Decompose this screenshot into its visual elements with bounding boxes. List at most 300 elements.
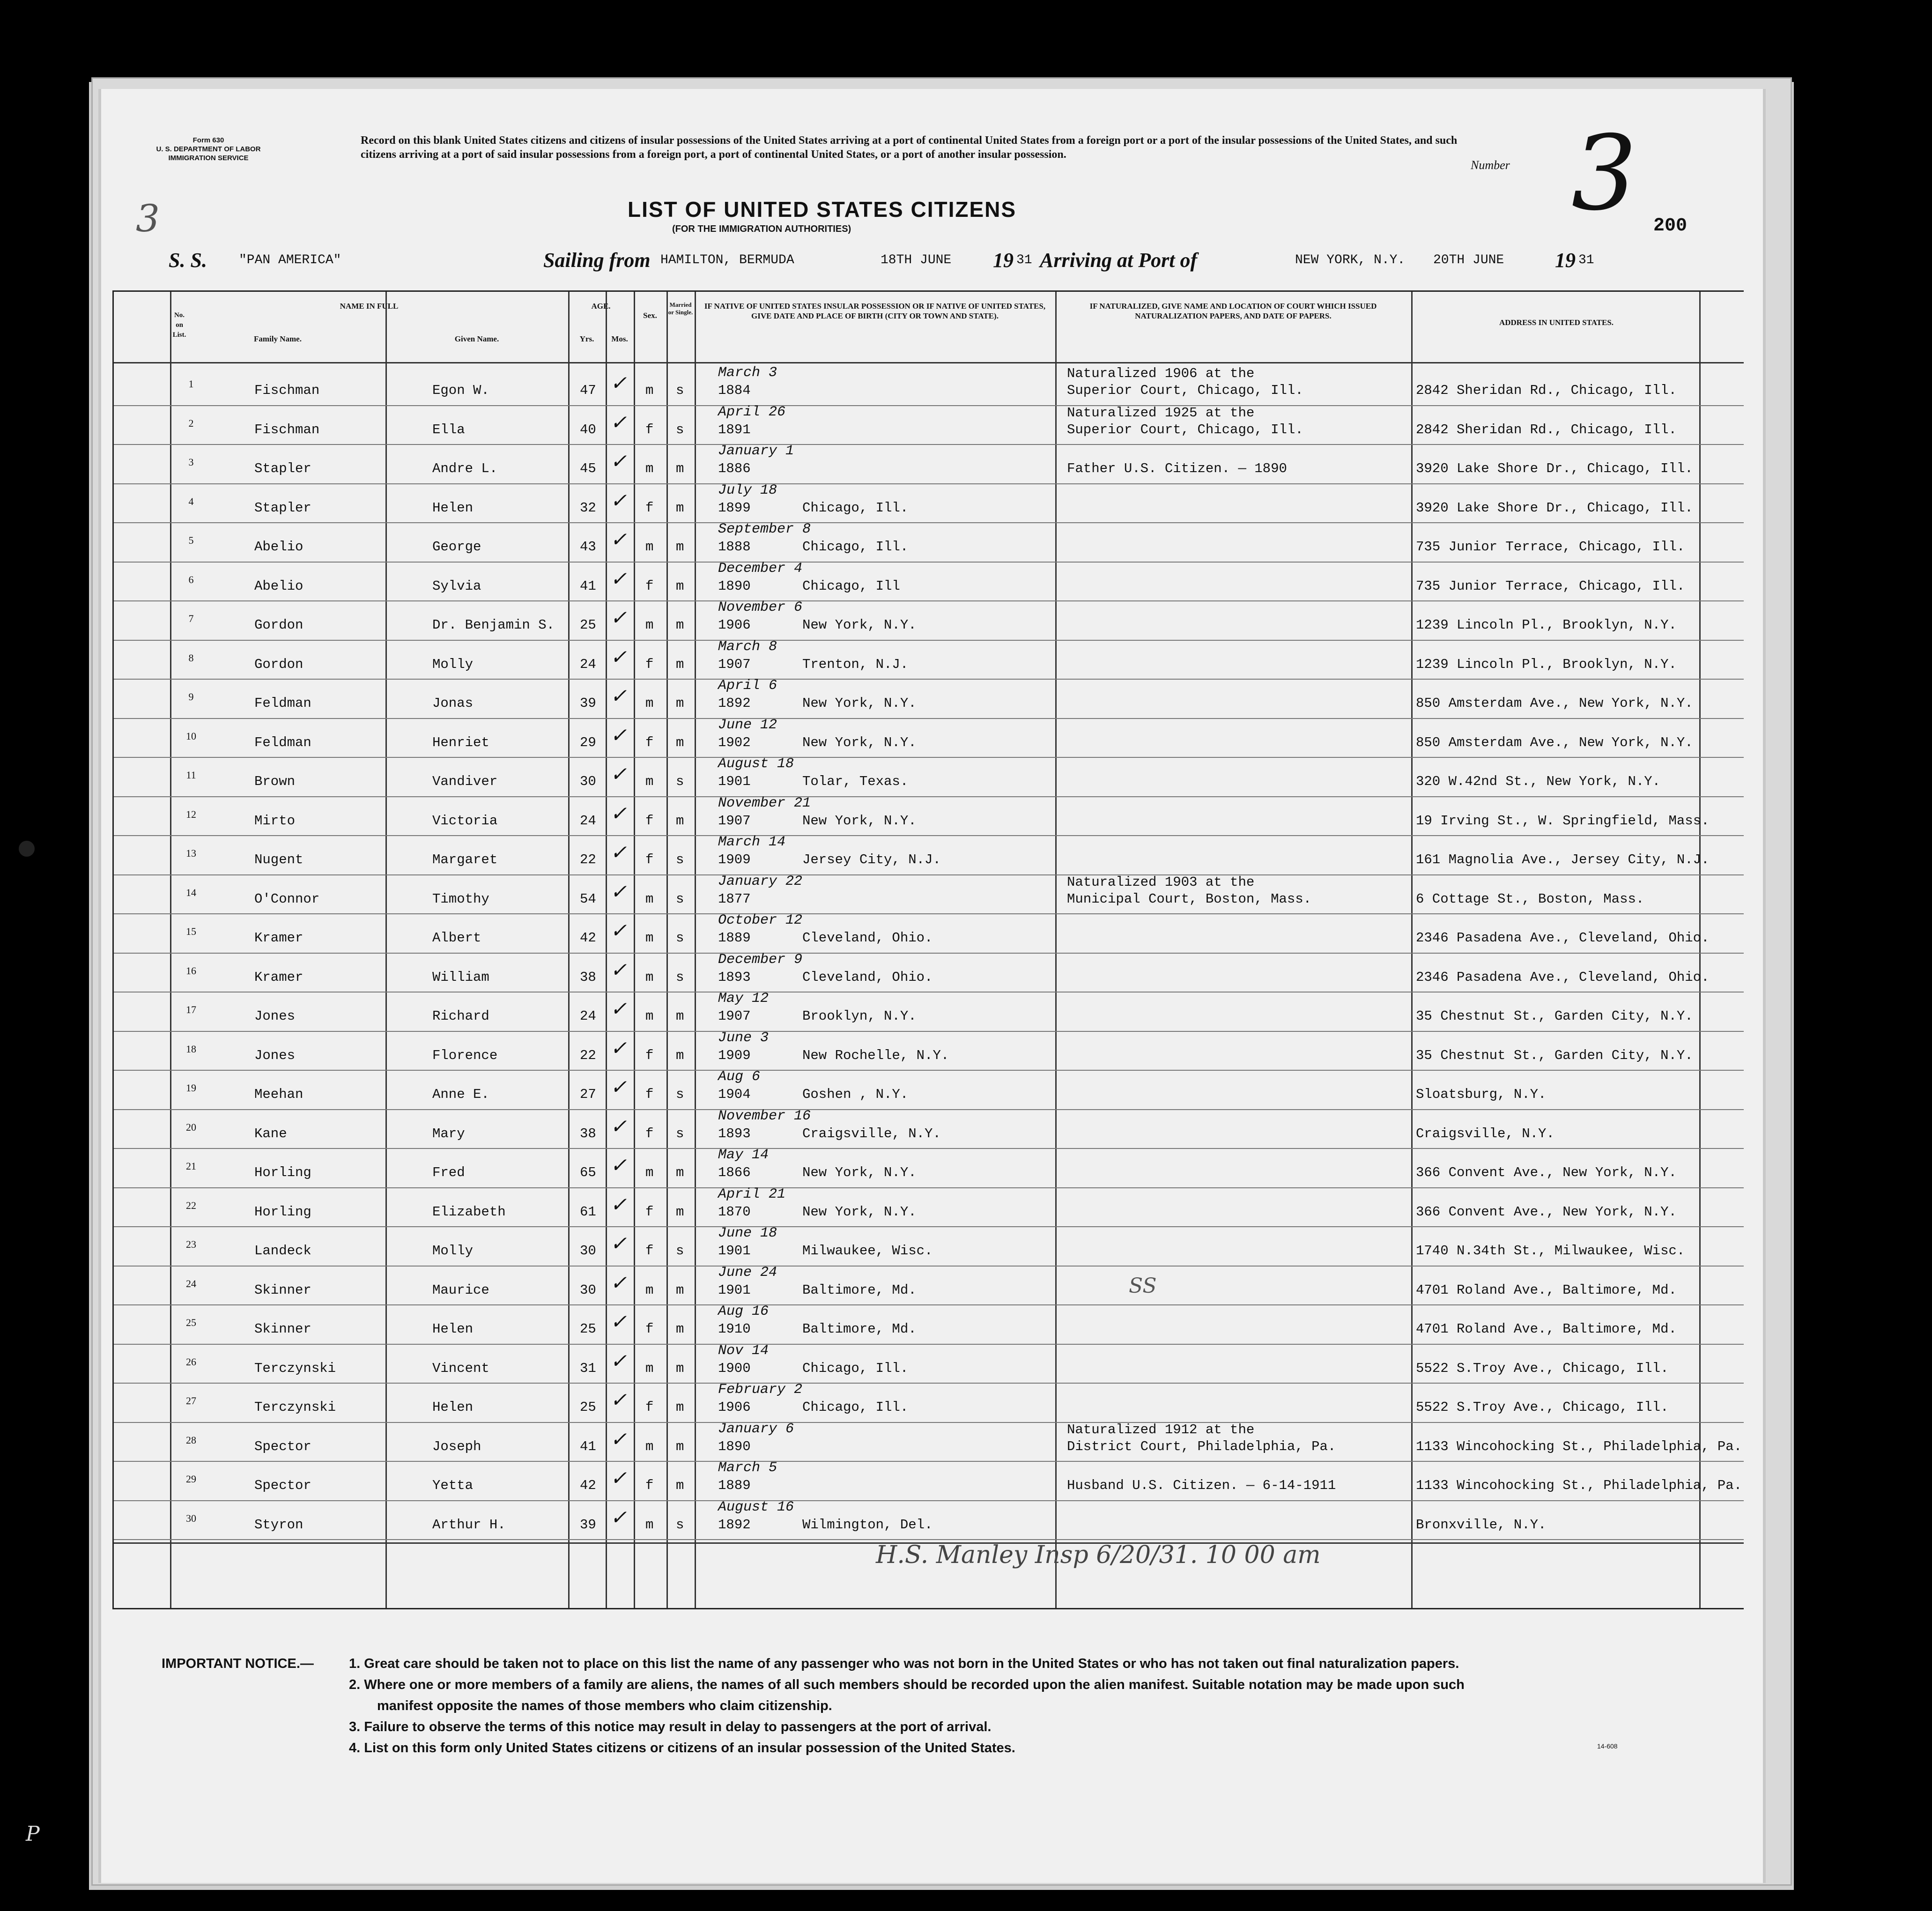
- age-years: 41: [580, 1438, 596, 1454]
- given-name: Helen: [432, 1321, 474, 1337]
- us-address: 2842 Sheridan Rd., Chicago, Ill.: [1416, 422, 1677, 437]
- check-mark: ✓: [610, 725, 627, 748]
- family-name: Terczynski: [254, 1400, 336, 1415]
- birth-date: November 6: [718, 600, 803, 615]
- notice-item-3: 3. Failure to observe the terms of this notice may result in delay to passengers at the port of arrival.: [349, 1719, 992, 1734]
- birth-place: Brooklyn, N.Y.: [802, 1008, 917, 1024]
- given-name: George: [432, 539, 481, 555]
- given-name: Vincent: [432, 1360, 489, 1376]
- row-number: 2: [188, 417, 194, 429]
- given-name: Ella: [432, 422, 465, 437]
- col-divider: [568, 292, 570, 1608]
- row-number: 3: [188, 456, 194, 468]
- sex: f: [645, 852, 654, 867]
- birth-place: Chicago, Ill: [802, 578, 900, 594]
- birth-date: June 24: [718, 1264, 777, 1281]
- given-name: William: [432, 969, 489, 985]
- birth-place: New York, N.Y.: [802, 617, 917, 633]
- family-name: Abelio: [254, 578, 303, 594]
- birth-date: October 12: [718, 912, 803, 928]
- birth-place: Milwaukee, Wisc.: [802, 1243, 933, 1259]
- birth-place: Baltimore, Md.: [802, 1321, 917, 1337]
- arriving-year-prefix: 19: [1555, 249, 1576, 272]
- us-address: Sloatsburg, N.Y.: [1416, 1087, 1547, 1102]
- birth-year: 1888: [718, 539, 751, 555]
- row-rule: [114, 1383, 1744, 1384]
- form-number: Form 630: [192, 136, 224, 144]
- family-name: Feldman: [254, 734, 311, 750]
- given-name: Joseph: [432, 1438, 481, 1454]
- family-name: Nugent: [254, 852, 303, 867]
- col-header-yrs: Yrs.: [579, 334, 594, 343]
- sex: m: [645, 1282, 654, 1298]
- row-number: 1: [188, 378, 194, 390]
- naturalization-line-2: Superior Court, Chicago, Ill.: [1067, 383, 1303, 398]
- birth-place: Chicago, Ill.: [802, 1400, 909, 1415]
- col-divider: [666, 292, 668, 1608]
- birth-date: April 21: [718, 1186, 786, 1202]
- marital-status: m: [676, 617, 684, 633]
- birth-place: Chicago, Ill.: [802, 500, 909, 516]
- row-rule: [114, 679, 1744, 680]
- row-rule: [114, 1422, 1744, 1423]
- notice-item-2-cont: manifest opposite the names of those members who claim citizenship.: [377, 1698, 832, 1713]
- row-rule: [114, 1148, 1744, 1149]
- sex: f: [645, 1126, 654, 1141]
- birth-place: Craigsville, N.Y.: [802, 1126, 941, 1141]
- check-mark: ✓: [610, 530, 627, 552]
- sex: f: [645, 734, 654, 750]
- given-name: Mary: [432, 1126, 465, 1141]
- page-title: LIST OF UNITED STATES CITIZENS: [628, 197, 1017, 222]
- given-name: Yetta: [432, 1478, 474, 1493]
- naturalization-line-2: Father U.S. Citizen. — 1890: [1067, 461, 1287, 476]
- sex: f: [645, 1204, 654, 1220]
- age-years: 22: [580, 1047, 596, 1063]
- sex: m: [645, 1360, 654, 1376]
- birth-date: Aug 16: [718, 1304, 769, 1319]
- age-years: 45: [580, 461, 596, 476]
- family-name: Gordon: [254, 617, 303, 633]
- age-years: 22: [580, 852, 596, 867]
- row-rule: [114, 953, 1744, 954]
- row-rule: [114, 992, 1744, 993]
- birth-place: Cleveland, Ohio.: [802, 969, 933, 985]
- age-years: 61: [580, 1204, 596, 1220]
- marital-status: m: [676, 1047, 684, 1063]
- given-name: Maurice: [432, 1282, 489, 1298]
- bottom-mark: P: [26, 1822, 40, 1846]
- check-mark: ✓: [610, 412, 627, 435]
- sex: m: [645, 461, 654, 476]
- birth-year: 1877: [718, 891, 751, 907]
- birth-year: 1907: [718, 656, 751, 672]
- row-number: 5: [188, 534, 194, 546]
- age-years: 39: [580, 696, 596, 711]
- marital-status: s: [676, 1087, 684, 1102]
- row-number: 25: [186, 1317, 196, 1328]
- row-rule: [114, 1344, 1744, 1345]
- marital-status: m: [676, 1360, 684, 1376]
- family-name: Spector: [254, 1478, 311, 1493]
- marital-status: m: [676, 1282, 684, 1298]
- row-rule: [114, 405, 1744, 406]
- sex: f: [645, 1087, 654, 1102]
- arriving-date: 20TH JUNE: [1433, 253, 1504, 267]
- sailing-date: 18TH JUNE: [881, 253, 952, 267]
- marital-status: m: [676, 1400, 684, 1415]
- check-mark: ✓: [610, 1390, 627, 1413]
- age-years: 30: [580, 1282, 596, 1298]
- marital-status: m: [676, 500, 684, 516]
- row-rule: [114, 522, 1744, 523]
- check-mark: ✓: [610, 803, 627, 826]
- age-years: 25: [580, 1400, 596, 1415]
- col-divider: [1055, 292, 1057, 1608]
- naturalization-line-2: District Court, Philadelphia, Pa.: [1067, 1438, 1336, 1454]
- us-address: 2842 Sheridan Rd., Chicago, Ill.: [1416, 383, 1677, 398]
- birth-place: Chicago, Ill.: [802, 539, 909, 555]
- marital-status: m: [676, 1478, 684, 1493]
- check-mark: ✓: [610, 647, 627, 670]
- us-address: 735 Junior Terrace, Chicago, Ill.: [1416, 578, 1685, 594]
- birth-date: January 22: [718, 873, 803, 889]
- naturalization-line-1: Naturalized 1925 at the: [1067, 405, 1255, 421]
- birth-date: December 9: [718, 951, 803, 968]
- notice-item-2: 2. Where one or more members of a family are aliens, the names of all such members should be recorded upon the alien manifest. Suitable notation may be made upon such: [349, 1677, 1465, 1692]
- check-mark: ✓: [610, 1077, 627, 1100]
- arriving-port: NEW YORK, N.Y.: [1295, 253, 1406, 267]
- us-address: 19 Irving St., W. Springfield, Mass.: [1416, 813, 1710, 829]
- us-address: Bronxville, N.Y.: [1416, 1517, 1547, 1533]
- marital-status: s: [676, 1243, 684, 1259]
- check-mark: ✓: [610, 1429, 627, 1452]
- service-name: IMMIGRATION SERVICE: [168, 154, 249, 162]
- marital-status: m: [676, 656, 684, 672]
- family-name: Kramer: [254, 969, 303, 985]
- age-years: 54: [580, 891, 596, 907]
- us-address: 850 Amsterdam Ave., New York, N.Y.: [1416, 734, 1693, 750]
- sex: m: [645, 930, 654, 946]
- sex: m: [645, 617, 654, 633]
- page-number: 200: [1653, 215, 1688, 237]
- birth-place: New York, N.Y.: [802, 734, 917, 750]
- birth-date: April 6: [718, 678, 777, 694]
- birth-year: 1901: [718, 1243, 751, 1259]
- row-number: 21: [186, 1160, 196, 1172]
- sex: f: [645, 578, 654, 594]
- family-name: O'Connor: [254, 891, 320, 907]
- us-address: 1133 Wincohocking St., Philadelphia, Pa.: [1416, 1478, 1742, 1493]
- department-name: U. S. DEPARTMENT OF LABOR: [156, 145, 261, 153]
- age-years: 40: [580, 422, 596, 437]
- marital-status: m: [676, 461, 684, 476]
- age-years: 32: [580, 500, 596, 516]
- row-number: 16: [186, 964, 196, 977]
- us-address: 161 Magnolia Ave., Jersey City, N.J.: [1416, 852, 1710, 867]
- col-header-given: Given Name.: [454, 334, 499, 343]
- check-mark: ✓: [610, 1273, 627, 1296]
- notice-item-1: 1. Great care should be taken not to place on this list the name of any passenger who was not born in the United States or who has not taken out final naturalization papers.: [349, 1656, 1459, 1671]
- us-address: 1133 Wincohocking St., Philadelphia, Pa.: [1416, 1438, 1742, 1454]
- given-name: Molly: [432, 656, 474, 672]
- row-rule: [114, 757, 1744, 758]
- given-name: Fred: [432, 1165, 465, 1180]
- row-number: 9: [188, 691, 194, 703]
- check-mark: ✓: [610, 452, 627, 474]
- us-address: 6 Cottage St., Boston, Mass.: [1416, 891, 1644, 907]
- birth-date: September 8: [718, 521, 811, 537]
- margin-annotation: 3: [136, 197, 160, 240]
- row-rule: [114, 718, 1744, 719]
- given-name: Timothy: [432, 891, 489, 907]
- us-address: 366 Convent Ave., New York, N.Y.: [1416, 1204, 1677, 1220]
- age-years: 38: [580, 969, 596, 985]
- birth-place: Trenton, N.J.: [802, 656, 909, 672]
- check-mark: ✓: [610, 1155, 627, 1178]
- sex: f: [645, 1243, 654, 1259]
- birth-date: May 14: [718, 1147, 769, 1163]
- us-address: 2346 Pasadena Ave., Cleveland, Ohio.: [1416, 930, 1710, 946]
- birth-year: 1893: [718, 1126, 751, 1141]
- marital-status: s: [676, 891, 684, 907]
- age-years: 29: [580, 734, 596, 750]
- birth-date: December 4: [718, 560, 803, 577]
- check-mark: ✓: [610, 764, 627, 787]
- birth-year: 1907: [718, 1008, 751, 1024]
- birth-place: Goshen , N.Y.: [802, 1087, 909, 1102]
- us-address: 5522 S.Troy Ave., Chicago, Ill.: [1416, 1360, 1669, 1376]
- row-rule: [114, 796, 1744, 797]
- form-identifier: [131, 136, 286, 163]
- us-address: 850 Amsterdam Ave., New York, N.Y.: [1416, 696, 1693, 711]
- family-name: Stapler: [254, 500, 311, 516]
- marital-status: s: [676, 774, 684, 789]
- birth-year: 1866: [718, 1165, 751, 1180]
- marital-status: m: [676, 813, 684, 829]
- marital-status: m: [676, 578, 684, 594]
- col-header-mos: Mos.: [611, 334, 628, 343]
- row-number: 6: [188, 573, 194, 585]
- check-mark: ✓: [610, 1038, 627, 1061]
- row-number: 22: [186, 1199, 196, 1211]
- birth-place: New Rochelle, N.Y.: [802, 1047, 949, 1063]
- birth-year: 1892: [718, 696, 751, 711]
- marital-status: m: [676, 1438, 684, 1454]
- marital-status: s: [676, 852, 684, 867]
- given-name: Richard: [432, 1008, 489, 1024]
- row-rule: [114, 1266, 1744, 1267]
- family-name: Jones: [254, 1047, 296, 1063]
- age-years: 43: [580, 539, 596, 555]
- family-name: Fischman: [254, 422, 320, 437]
- birth-date: February 2: [718, 1382, 803, 1398]
- family-name: Meehan: [254, 1087, 303, 1102]
- age-years: 27: [580, 1087, 596, 1102]
- sex: m: [645, 1517, 654, 1533]
- us-address: 3920 Lake Shore Dr., Chicago, Ill.: [1416, 461, 1693, 476]
- birth-place: New York, N.Y.: [802, 813, 917, 829]
- sex: f: [645, 500, 654, 516]
- row-number: 15: [186, 926, 196, 937]
- notice-heading: IMPORTANT NOTICE.—: [162, 1656, 314, 1671]
- col-divider: [695, 292, 696, 1608]
- sailing-port: HAMILTON, BERMUDA: [660, 253, 794, 267]
- birth-date: July 18: [718, 482, 777, 498]
- age-years: 42: [580, 930, 596, 946]
- form-preamble: Record on this blank United States citizens and citizens of insular possessions of the United States arriving at a port of continental United States from a foreign port or a port of the insular possessions of the United States, and such citizens arriving at a port of said insular possessions from a foreign port, a port of continental United States, or a port of another insular possession.: [361, 134, 1458, 161]
- birth-date: November 21: [718, 795, 811, 811]
- birth-date: April 26: [718, 404, 786, 420]
- birth-year: 1901: [718, 774, 751, 789]
- family-name: Skinner: [254, 1282, 311, 1298]
- age-years: 31: [580, 1360, 596, 1376]
- given-name: Margaret: [432, 852, 498, 867]
- birth-date: May 12: [718, 991, 769, 1007]
- family-name: Skinner: [254, 1321, 311, 1337]
- birth-year: 1889: [718, 930, 751, 946]
- age-years: 24: [580, 656, 596, 672]
- us-address: 735 Junior Terrace, Chicago, Ill.: [1416, 539, 1685, 555]
- page-edge-left: [98, 89, 101, 1883]
- birth-date: March 14: [718, 834, 786, 850]
- given-name: Andre L.: [432, 461, 498, 476]
- check-mark: ✓: [610, 1116, 627, 1139]
- sex: m: [645, 383, 654, 398]
- birth-date: Aug 6: [718, 1069, 761, 1085]
- row-rule: [114, 1031, 1744, 1032]
- form-code: 14-608: [1597, 1742, 1618, 1750]
- check-mark: ✓: [610, 608, 627, 630]
- family-name: Abelio: [254, 539, 303, 555]
- inspector-signature: H.S. Manley Insp 6/20/31. 10 00 am: [876, 1541, 1321, 1569]
- check-mark: ✓: [610, 1312, 627, 1334]
- family-name: Mirto: [254, 813, 296, 829]
- sex: m: [645, 696, 654, 711]
- marital-status: s: [676, 969, 684, 985]
- birth-date: March 3: [718, 365, 777, 381]
- sex: f: [645, 656, 654, 672]
- sex: m: [645, 774, 654, 789]
- age-years: 39: [580, 1517, 596, 1533]
- row-rule: [114, 1461, 1744, 1462]
- naturalization-line-2: Superior Court, Chicago, Ill.: [1067, 422, 1303, 437]
- marital-status: s: [676, 1126, 684, 1141]
- family-name: Landeck: [254, 1243, 311, 1259]
- row-rule: [114, 1109, 1744, 1110]
- row-number: 23: [186, 1238, 196, 1250]
- family-name: Kramer: [254, 930, 303, 946]
- sailing-label: Sailing from: [543, 249, 651, 272]
- row-number: 10: [186, 730, 196, 742]
- row-rule: [114, 1226, 1744, 1227]
- manifest-page: [98, 89, 1766, 1883]
- us-address: 2346 Pasadena Ave., Cleveland, Ohio.: [1416, 969, 1710, 985]
- birth-year: 1901: [718, 1282, 751, 1298]
- marital-status: m: [676, 1321, 684, 1337]
- age-years: 25: [580, 1321, 596, 1337]
- row-number: 8: [188, 652, 194, 664]
- row-rule: [114, 1539, 1744, 1540]
- col-header-birth: IF NATIVE OF UNITED STATES INSULAR POSSESSION OR IF NATIVE OF UNITED STATES, GIVE DATE AND PLACE OF BIRTH (CITY OR TOWN AND STATE).: [704, 302, 1046, 320]
- marital-status: m: [676, 539, 684, 555]
- given-name: Anne E.: [432, 1087, 489, 1102]
- family-name: Kane: [254, 1126, 287, 1141]
- sex: f: [645, 422, 654, 437]
- birth-date: January 1: [718, 443, 794, 459]
- given-name: Molly: [432, 1243, 474, 1259]
- birth-year: 1893: [718, 969, 751, 985]
- given-name: Egon W.: [432, 383, 489, 398]
- given-name: Florence: [432, 1047, 498, 1063]
- family-name: Feldman: [254, 696, 311, 711]
- col-header-age: AGE.: [591, 302, 611, 311]
- col-header-no: No. on List.: [172, 311, 186, 339]
- row-number: 26: [186, 1355, 196, 1368]
- birth-place: Cleveland, Ohio.: [802, 930, 933, 946]
- birth-year: 1906: [718, 617, 751, 633]
- ss-label: S. S.: [169, 249, 207, 272]
- row-number: 4: [188, 495, 194, 507]
- check-mark: ✓: [610, 1507, 627, 1530]
- marital-status: s: [676, 1517, 684, 1533]
- sex: m: [645, 1008, 654, 1024]
- row-rule: [114, 1187, 1744, 1188]
- row-number: 27: [186, 1395, 196, 1407]
- col-divider: [1411, 292, 1413, 1608]
- birth-year: 1909: [718, 1047, 751, 1063]
- col-divider: [1699, 292, 1701, 1608]
- sex: f: [645, 1478, 654, 1493]
- row-number: 7: [188, 613, 194, 624]
- page-edge-right: [1763, 89, 1766, 1883]
- row-rule: [114, 444, 1744, 445]
- check-mark: ✓: [610, 921, 627, 943]
- family-name: Gordon: [254, 656, 303, 672]
- col-header-name: NAME IN FULL: [340, 302, 399, 311]
- birth-year: 1892: [718, 1517, 751, 1533]
- passenger-table: [112, 290, 1744, 1609]
- naturalization-line-1: Naturalized 1903 at the: [1067, 874, 1255, 890]
- us-address: 1239 Lincoln Pl., Brooklyn, N.Y.: [1416, 656, 1677, 672]
- birth-date: June 12: [718, 717, 777, 733]
- birth-date: August 16: [718, 1499, 794, 1515]
- naturalization-line-2: Municipal Court, Boston, Mass.: [1067, 891, 1312, 907]
- col-divider: [170, 292, 171, 1608]
- birth-year: 1891: [718, 422, 751, 437]
- row-rule: [114, 835, 1744, 836]
- us-address: 366 Convent Ave., New York, N.Y.: [1416, 1165, 1677, 1180]
- naturalization-line-1: Naturalized 1906 at the: [1067, 366, 1255, 381]
- marital-status: s: [676, 422, 684, 437]
- given-name: Helen: [432, 1400, 474, 1415]
- age-years: 30: [580, 774, 596, 789]
- marital-status: m: [676, 1008, 684, 1024]
- naturalization-line-2: Husband U.S. Citizen. — 6-14-1911: [1067, 1478, 1336, 1493]
- birth-year: 1870: [718, 1204, 751, 1220]
- birth-year: 1906: [718, 1400, 751, 1415]
- sex: f: [645, 1047, 654, 1063]
- row-rule: [114, 1500, 1744, 1501]
- birth-date: Nov 14: [718, 1342, 769, 1359]
- notice-item-4: 4. List on this form only United States citizens or citizens of an insular possession of the United States.: [349, 1741, 1015, 1755]
- sex: m: [645, 891, 654, 907]
- birth-place: New York, N.Y.: [802, 1204, 917, 1220]
- row-number: 17: [186, 1004, 196, 1015]
- birth-place: Chicago, Ill.: [802, 1360, 909, 1376]
- birth-year: 1884: [718, 383, 751, 398]
- check-mark: ✓: [610, 881, 627, 904]
